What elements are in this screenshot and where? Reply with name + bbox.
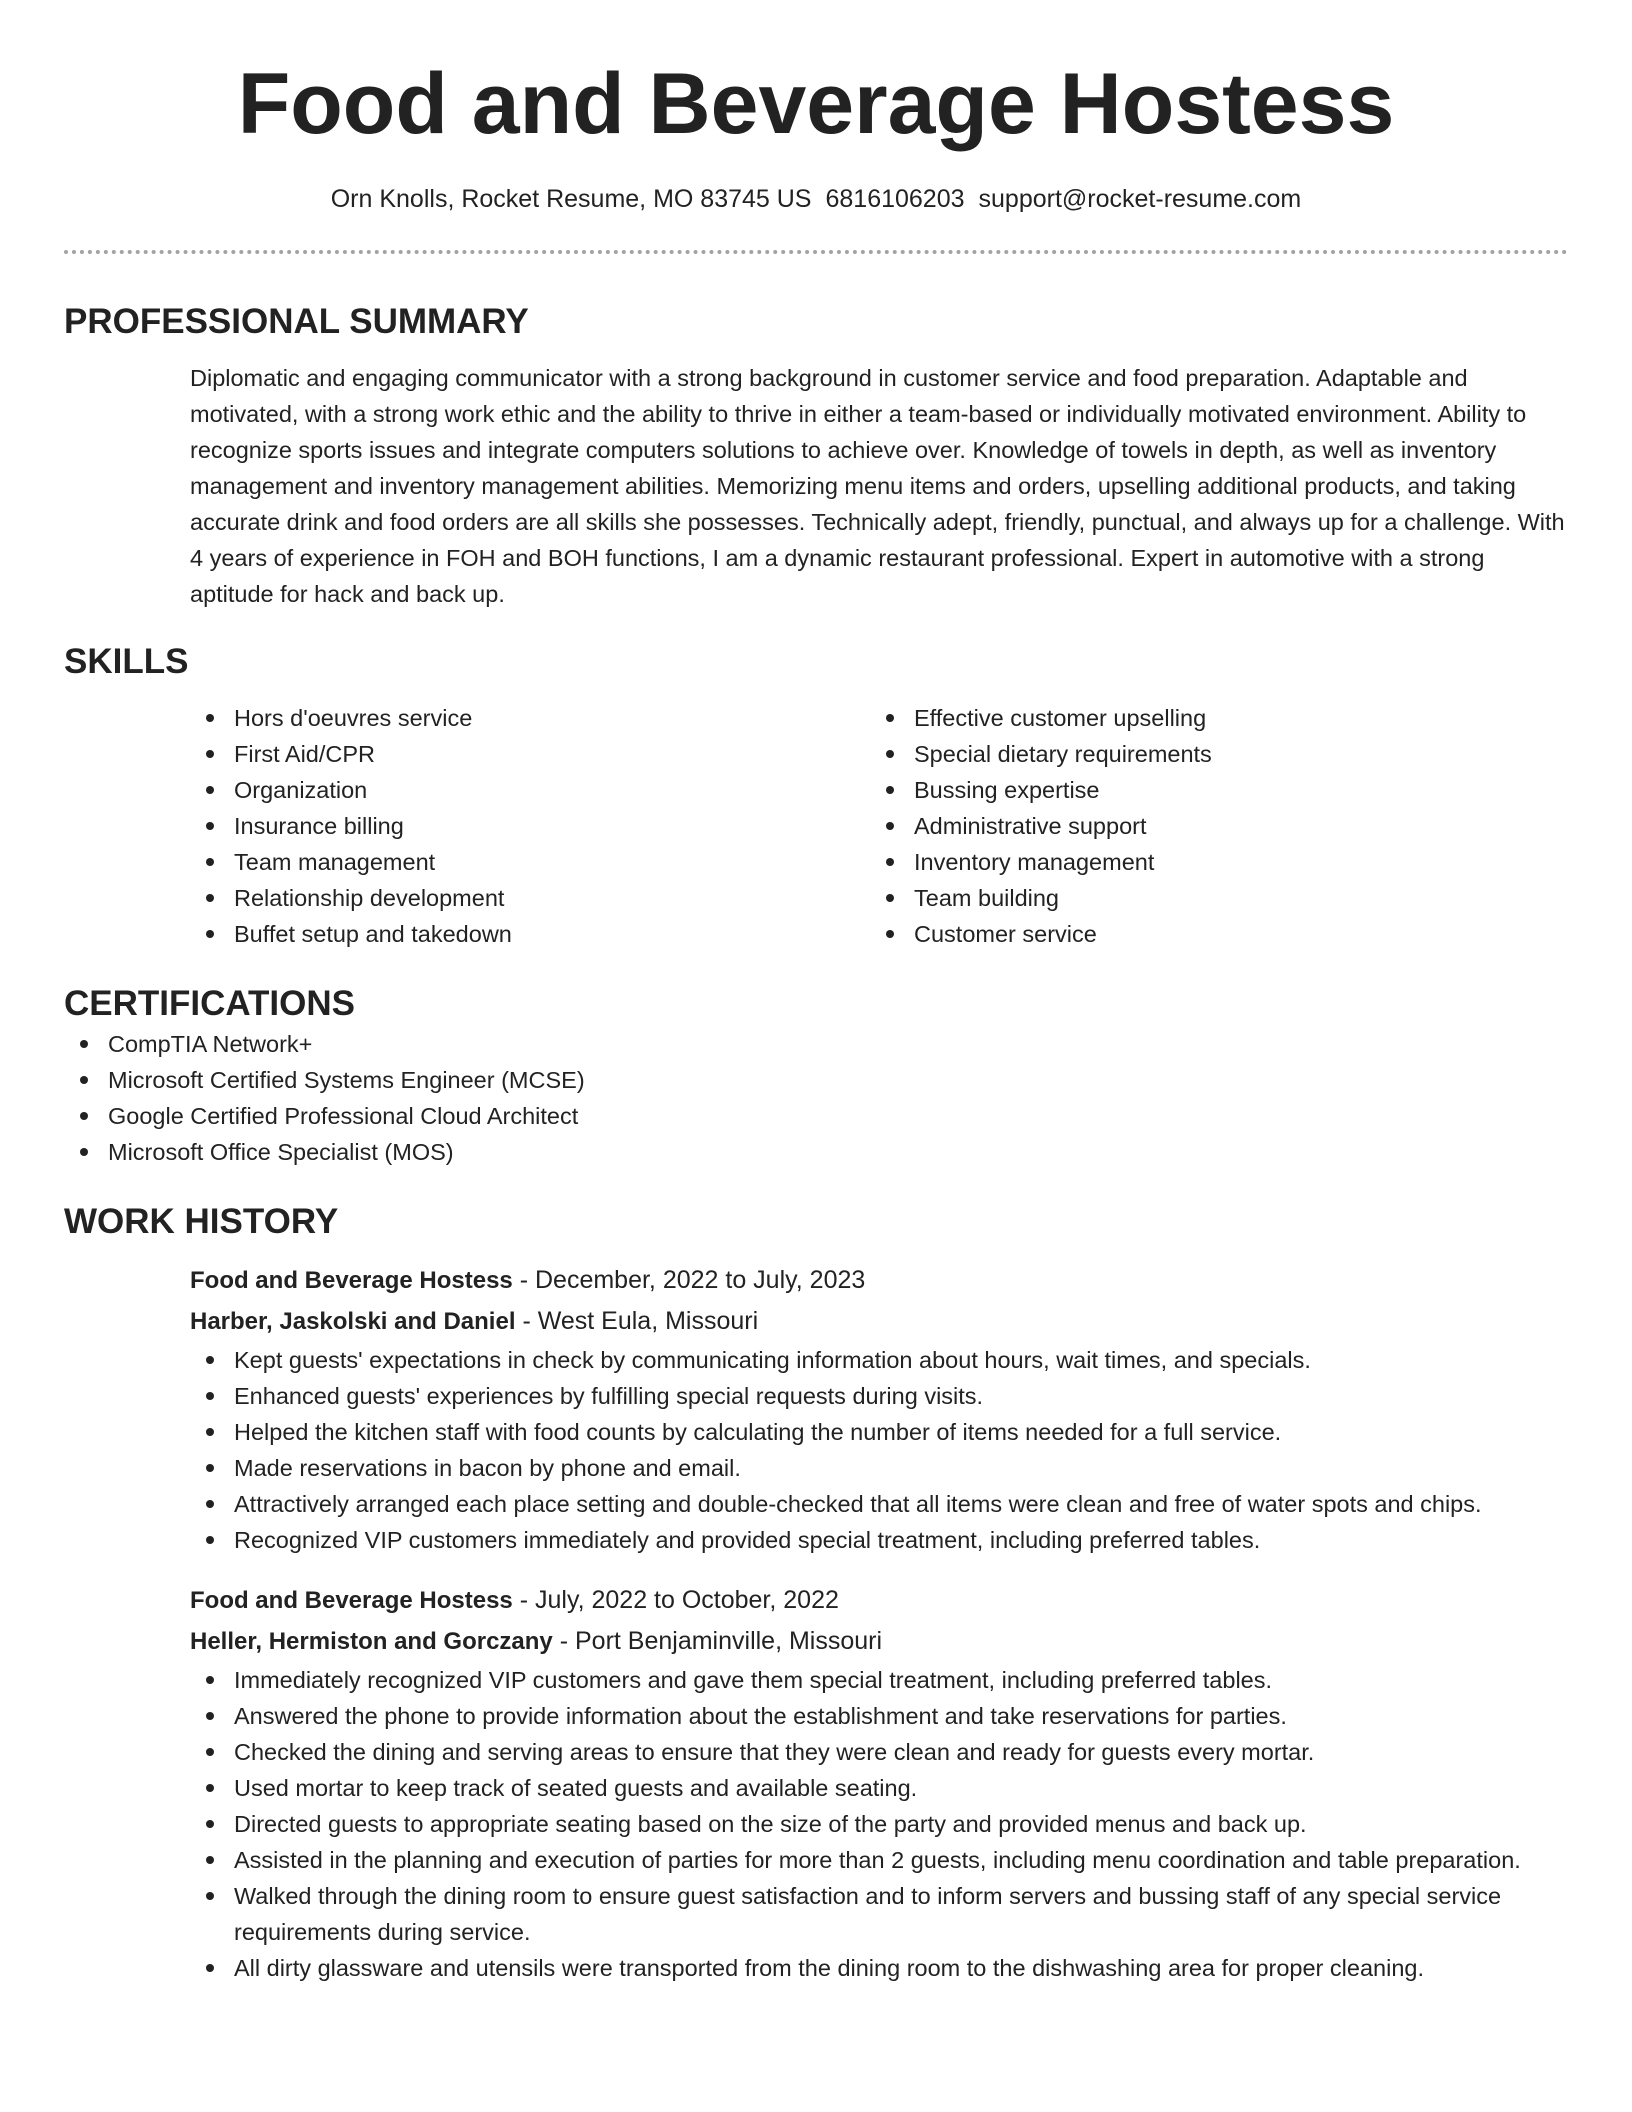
skill-item: Hors d'oeuvres service <box>190 700 870 736</box>
section-title-certifications: CERTIFICATIONS <box>64 984 356 1023</box>
skill-item: Team management <box>190 844 870 880</box>
section-title-summary: PROFESSIONAL SUMMARY <box>64 302 529 341</box>
skill-item: Customer service <box>870 916 1212 952</box>
skill-item: Insurance billing <box>190 808 870 844</box>
certification-item: Google Certified Professional Cloud Architect <box>64 1098 1568 1134</box>
job-location: - West Eula, Missouri <box>515 1307 759 1335</box>
job-bullet: Used mortar to keep track of seated guests and available seating. <box>190 1770 1568 1806</box>
job-bullet: Checked the dining and serving areas to ensure that they were clean and ready for guests every mortar. <box>190 1734 1568 1770</box>
certifications-list <box>64 1026 1568 1170</box>
contact-phone: 6816106203 <box>825 185 965 213</box>
job-bullet: Enhanced guests' experiences by fulfilling special requests during visits. <box>190 1378 1568 1414</box>
job-role: Food and Beverage Hostess <box>190 1587 513 1614</box>
skill-item: Inventory management <box>870 844 1212 880</box>
job-bullet: Immediately recognized VIP customers and gave them special treatment, including preferred tables. <box>190 1662 1568 1698</box>
resume-page <box>64 0 1568 1986</box>
certification-item: CompTIA Network+ <box>64 1026 1568 1062</box>
section-title-work-history: WORK HISTORY <box>64 1202 339 1241</box>
job-company-line <box>190 1301 1568 1342</box>
job-bullet: Walked through the dining room to ensure guest satisfaction and to inform servers and bussing staff of any special service requirements during service. <box>190 1878 1568 1950</box>
certification-item: Microsoft Office Specialist (MOS) <box>64 1134 1568 1170</box>
skills-list-left <box>190 700 870 952</box>
job-bullet: All dirty glassware and utensils were transported from the dining room to the dishwashing area for proper cleaning. <box>190 1950 1568 1986</box>
skill-item: Organization <box>190 772 870 808</box>
job-entry <box>190 1580 1568 1986</box>
job-bullet: Answered the phone to provide information about the establishment and take reservations for parties. <box>190 1698 1568 1734</box>
skill-item: Administrative support <box>870 808 1212 844</box>
job-company-line <box>190 1621 1568 1662</box>
job-title-line <box>190 1260 1568 1301</box>
header-divider <box>64 250 1568 254</box>
job-location: - Port Benjaminville, Missouri <box>552 1627 883 1655</box>
skills-list-right <box>870 700 1212 952</box>
job-entry <box>190 1260 1568 1558</box>
job-bullets <box>190 1342 1568 1558</box>
job-company: Harber, Jaskolski and Daniel <box>190 1308 516 1335</box>
job-bullet: Kept guests' expectations in check by communicating information about hours, wait times, and specials. <box>190 1342 1568 1378</box>
job-bullet: Recognized VIP customers immediately and provided special treatment, including preferred tables. <box>190 1522 1568 1558</box>
job-dates: - July, 2022 to October, 2022 <box>512 1586 839 1614</box>
skill-item: Relationship development <box>190 880 870 916</box>
section-skills <box>64 640 1568 952</box>
resume-name: Food and Beverage Hostess <box>237 56 1395 152</box>
contact-line <box>64 182 1568 216</box>
section-certifications <box>64 982 1568 1170</box>
job-dates: - December, 2022 to July, 2023 <box>512 1266 866 1294</box>
section-work-history <box>64 1200 1568 1986</box>
contact-address: Orn Knolls, Rocket Resume, MO 83745 US <box>330 185 812 213</box>
skills-columns <box>190 700 1568 952</box>
job-bullet: Assisted in the planning and execution of parties for more than 2 guests, including menu coordination and table preparation. <box>190 1842 1568 1878</box>
job-title-line <box>190 1580 1568 1621</box>
job-bullet: Directed guests to appropriate seating based on the size of the party and provided menus and back up. <box>190 1806 1568 1842</box>
section-professional-summary <box>64 300 1568 612</box>
job-bullet: Made reservations in bacon by phone and email. <box>190 1450 1568 1486</box>
skill-item: Effective customer upselling <box>870 700 1212 736</box>
job-bullets <box>190 1662 1568 1986</box>
job-role: Food and Beverage Hostess <box>190 1267 513 1294</box>
skill-item: First Aid/CPR <box>190 736 870 772</box>
certification-item: Microsoft Certified Systems Engineer (MCSE) <box>64 1062 1568 1098</box>
job-bullet: Helped the kitchen staff with food counts by calculating the number of items needed for a full service. <box>190 1414 1568 1450</box>
skill-item: Team building <box>870 880 1212 916</box>
summary-text: Diplomatic and engaging communicator with a strong background in customer service and food preparation. Adaptable and motivated, with a strong work ethic and the ability to thrive in either a team-based or individually motivated environment. Ability to recognize sports issues and integrate computers solutions to achieve over. Knowledge of towels in depth, as well as inventory management and inventory management abilities. Memorizing menu items and orders, upselling additional products, and taking accurate drink and food orders are all skills she possesses. Technically adept, friendly, punctual, and always up for a challenge. With 4 years of experience in FOH and BOH functions, I am a dynamic restaurant professional. Expert in automotive with a strong aptitude for hack and back up. <box>190 365 1565 607</box>
contact-email: support@rocket-resume.com <box>978 185 1302 213</box>
skill-item: Bussing expertise <box>870 772 1212 808</box>
skill-item: Special dietary requirements <box>870 736 1212 772</box>
job-company: Heller, Hermiston and Gorczany <box>190 1628 553 1655</box>
skill-item: Buffet setup and takedown <box>190 916 870 952</box>
job-bullet: Attractively arranged each place setting and double-checked that all items were clean and free of water spots and chips. <box>190 1486 1568 1522</box>
section-title-skills: SKILLS <box>64 642 189 681</box>
